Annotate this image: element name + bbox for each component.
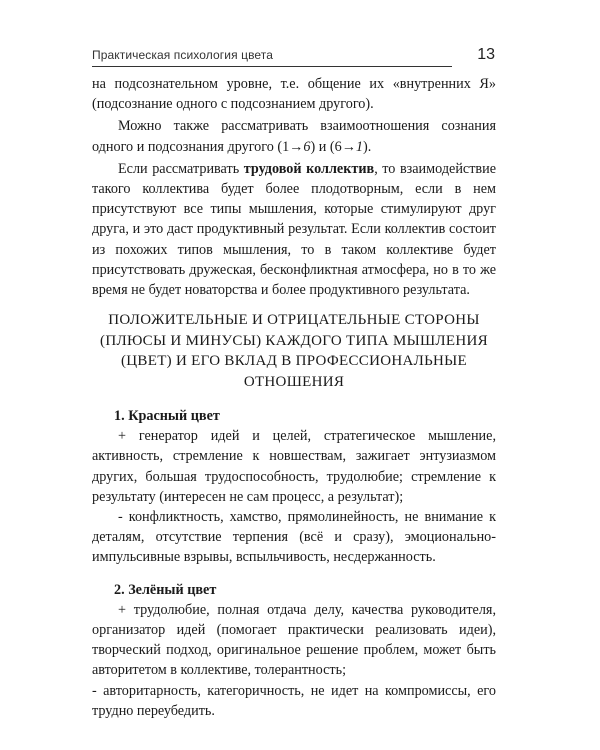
p2-num-a: 6 [303, 138, 311, 155]
green-minus: - авторитарность, категоричность, не идет на компромиссы, его трудно переубедить. [92, 682, 496, 719]
p3-term: трудовой коллектив [243, 160, 375, 177]
p3-start: Если рассматривать [118, 160, 244, 177]
green-plus: + трудолюбие, полная отдача делу, качества руководителя, организатор идей (помогает практически реализовать идеи), творческий подход, оригинальное решение проблем, может быть авторитетом в коллективе, толерантность; [92, 601, 496, 679]
p2-mid: ) и (6→ [310, 138, 356, 155]
header-rule [92, 66, 452, 67]
color-descriptions [92, 406, 496, 721]
page-number: 13 [477, 46, 495, 63]
green-heading: 2. Зелёный цвет [114, 581, 217, 598]
red-heading: 1. Красный цвет [114, 408, 220, 424]
red-minus: - конфликтность, хамство, прямолинейность, не внимание к деталям, отсутствие терпения (всё и сразу), эмоционально-импульсивные взрывы, вспыльчивость, несдержанность. [92, 509, 496, 566]
paragraph-work-team [92, 159, 496, 300]
paragraph-continuation: на подсознательном уровне, т.е. общение их «внутренних Я» (подсознание одного с подсознанием другого). [92, 76, 496, 113]
section-title: ПОЛОЖИТЕЛЬНЫЕ И ОТРИЦАТЕЛЬНЫЕ СТОРОНЫ (ПЛЮСЫ И МИНУСЫ) КАЖДОГО ТИПА МЫШЛЕНИЯ (ЦВЕТ) И ЕГО ВКЛАД В ПРОФЕССИОНАЛЬНЫЕ ОТНОШЕНИЯ [100, 312, 488, 390]
p2-text: Можно также рассматривать взаимоотношения сознания одного и подсознания другого (1→ [92, 118, 496, 155]
p2-num-b: 1 [355, 138, 363, 155]
red-plus: + генератор идей и целей, стратегическое мышление, активность, стремление к новшествам, зажигает энтузиазмом других, большая трудоспособность, трудолюбие; стремление к результату (интересен не сам процесс, а результат); [92, 428, 496, 505]
body-text [92, 74, 496, 300]
p3-rest: , то взаимодействие такого коллектива будет более плодотворным, если в нем присутствуют все типы мышления, которые стимулируют друг друга, и это даст продуктивный результат. Если коллектив состоит из похожих типов мышления, то в таком коллективе будет присутствовать дружеская, бесконфликтная атмосфера, но в то же время не будет новаторства и более продуктивного результата. [92, 160, 497, 299]
p2-end: ). [362, 138, 372, 155]
paragraph-consciousness [92, 116, 496, 156]
running-header-title: Практическая психология цвета [92, 48, 274, 62]
